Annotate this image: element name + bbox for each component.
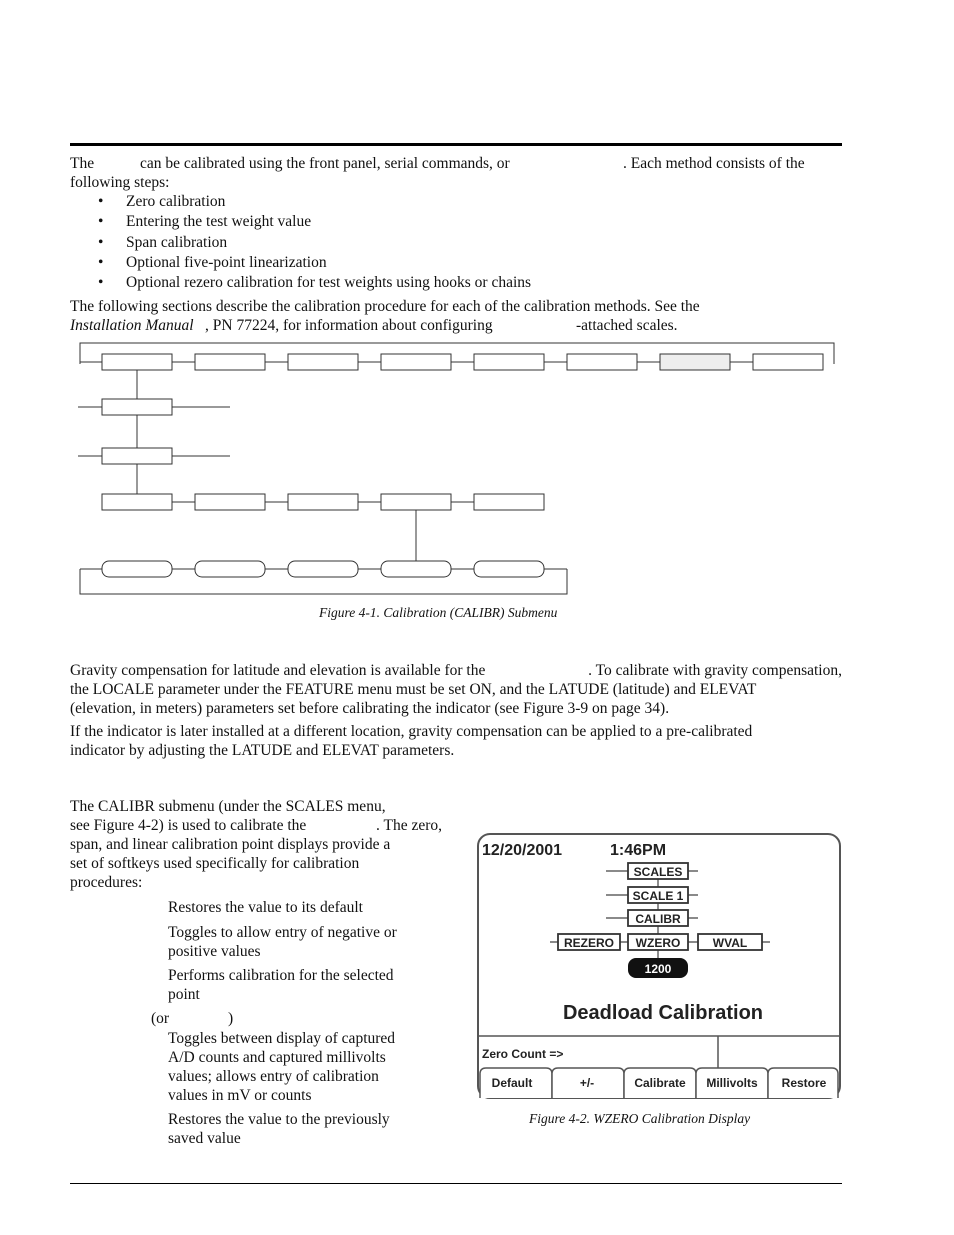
intro-text: can be calibrated using the front panel, serial commands, or	[140, 155, 510, 172]
softkey-desc-line: Toggles between display of captured	[168, 1030, 396, 1047]
gravity-paragraph	[70, 661, 842, 718]
softkey-millivolts[interactable]: Millivolts	[706, 1076, 758, 1090]
gravity-line1-end: . To calibrate with gravity compensation,	[588, 662, 842, 679]
menu-calibr: CALIBR	[635, 912, 681, 926]
front-panel-paragraph	[70, 797, 442, 892]
softkey-desc-default	[168, 898, 442, 917]
list-item: • Span calibration	[98, 233, 531, 253]
figure1-caption: Figure 4-1. Calibration (CALIBR) Submenu	[319, 605, 558, 620]
softkey-desc-line: values; allows entry of calibration	[168, 1068, 379, 1085]
softkey-desc-line: saved value	[168, 1130, 241, 1147]
display-time: 1:46PM	[610, 842, 667, 859]
softkey-calibrate[interactable]: Calibrate	[634, 1076, 686, 1090]
intro-line2: following steps:	[70, 174, 170, 191]
menu-scales: SCALES	[633, 865, 683, 879]
list-item: • Optional rezero calibration for test weights using hooks or chains	[98, 273, 531, 293]
softkey-restore[interactable]: Restore	[781, 1076, 827, 1090]
figure2-caption: Figure 4-2. WZERO Calibration Display	[529, 1111, 751, 1126]
menu-wzero: WZERO	[635, 936, 681, 950]
wzero-calibration-display	[470, 828, 848, 1106]
softkey-desc-millivolts	[168, 1029, 442, 1105]
gravity-line3: (elevation, in meters) parameters set before calibrating the indicator (see Figure 3-9 on page 34).	[70, 700, 670, 717]
gravity-p2-line1: If the indicator is later installed at a different location, gravity compensation can be applied to a pre-calibrated	[70, 723, 753, 740]
list-item: • Optional five-point linearization	[98, 253, 531, 273]
softkey-default[interactable]: Default	[491, 1076, 533, 1090]
softkey-desc-line: point	[168, 986, 200, 1003]
menu-rezero: REZERO	[563, 936, 615, 950]
intro-text-end: . Each method consists of the	[623, 155, 805, 172]
manual-title: Installation Manual	[70, 317, 194, 334]
softkey-desc-line: A/D counts and captured millivolts	[168, 1049, 386, 1066]
gravity-paragraph-2	[70, 722, 842, 760]
sections-line2: , PN 77224, for information about configuring	[205, 317, 493, 334]
softkey-desc-restore	[168, 1110, 442, 1148]
softkey-desc-line: positive values	[168, 943, 261, 960]
intro-the: The	[70, 155, 95, 172]
softkey-desc-line: Restores the value to the previously	[168, 1111, 390, 1128]
softkey-or-open: (or	[151, 1010, 170, 1027]
softkey-desc-line: Performs calibration for the selected	[168, 967, 394, 984]
bottom-rule	[70, 1183, 842, 1184]
softkey-desc-sign	[168, 923, 442, 961]
display-prompt: Zero Count =>	[482, 1047, 564, 1061]
fp-line2-end: . The zero,	[376, 817, 442, 834]
list-item: • Zero calibration	[98, 192, 531, 212]
softkey-desc-line: Restores the value to its default	[168, 899, 363, 916]
softkey-desc-calibrate	[168, 966, 442, 1004]
fp-line3: span, and linear calibration point displays provide a	[70, 836, 391, 853]
softkey-desc-line: values in mV or counts	[168, 1087, 312, 1104]
menu-scale1: SCALE 1	[632, 889, 684, 903]
softkey-sign[interactable]: +/-	[579, 1076, 595, 1090]
sections-line2-end: -attached scales.	[576, 317, 678, 334]
fp-line5: procedures:	[70, 874, 143, 891]
display-date: 12/20/2001	[482, 842, 563, 859]
menu-wval: WVAL	[712, 936, 748, 950]
sections-line1: The following sections describe the calibration procedure for each of the calibration methods. See the	[70, 298, 700, 315]
softkey-or-close: )	[228, 1010, 234, 1027]
fp-line4: set of softkeys used specifically for calibration	[70, 855, 360, 872]
display-heading: Deadload Calibration	[562, 1002, 764, 1024]
fp-line2: see Figure 4-2) is used to calibrate the	[70, 817, 307, 834]
display-value: 1200	[644, 962, 672, 976]
gravity-p2-line2: indicator by adjusting the LATUDE and ELEVAT parameters.	[70, 742, 455, 759]
fp-line1: The CALIBR submenu (under the SCALES menu,	[70, 798, 386, 815]
softkey-desc-line: Toggles to allow entry of negative or	[168, 924, 397, 941]
list-item: • Entering the test weight value	[98, 212, 531, 232]
gravity-line2: the LOCALE parameter under the FEATURE menu must be set ON, and the LATUDE (latitude) and ELEVAT	[70, 681, 757, 698]
gravity-line1: Gravity compensation for latitude and elevation is available for the	[70, 662, 486, 679]
